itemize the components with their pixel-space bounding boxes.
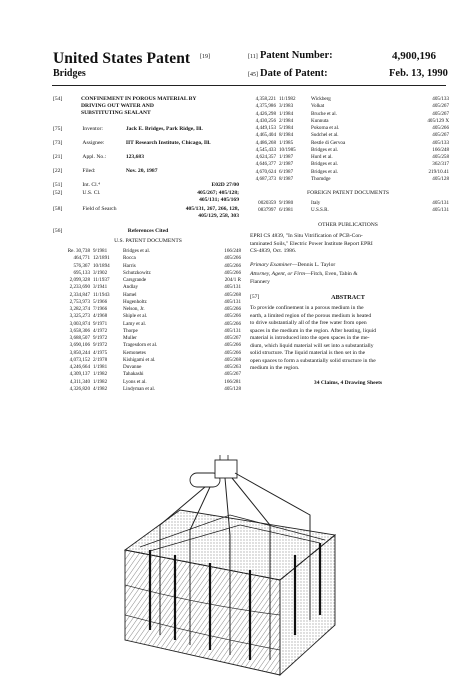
reference-row	[250, 147, 449, 154]
reference-name: Thorpe	[123, 327, 138, 334]
invention-title-line: SUBSTITUTING SEALANT	[81, 110, 151, 117]
reference-class: 405/266	[432, 125, 449, 131]
reference-name: Bridges et al.	[311, 168, 339, 175]
patent-drawing-figure	[120, 455, 340, 690]
filed-field-value: Nov. 20, 1987	[125, 168, 158, 174]
reference-number: 464,771	[73, 255, 90, 262]
reference-number: 4,545,433	[255, 146, 276, 153]
reference-date: 7/1966	[93, 306, 108, 312]
reference-class: 362/317	[432, 161, 449, 168]
reference-row	[60, 284, 241, 291]
uscl-field-label: U.S. Cl.	[82, 190, 101, 196]
reference-row	[60, 248, 241, 255]
abstract-text	[250, 305, 446, 373]
reference-row	[60, 299, 241, 306]
reference-name: Tahakashi	[123, 371, 144, 378]
reference-row	[60, 263, 241, 270]
reference-class: 166/248	[224, 248, 241, 254]
reference-row	[60, 350, 241, 357]
reference-row	[250, 132, 449, 139]
reference-name: Nelson, Jr.	[123, 306, 145, 312]
search-field-code: [58]	[53, 206, 63, 212]
reference-date: 9/1980	[279, 200, 294, 206]
reference-name: Wickberg	[311, 96, 331, 102]
reference-number: 695,133	[73, 269, 90, 276]
reference-class: 405/267	[432, 110, 449, 117]
reference-class: 405/268	[224, 356, 241, 363]
abstract-heading: ABSTRACT	[331, 294, 365, 301]
reference-name: Bridges et al.	[311, 146, 339, 153]
reference-row	[250, 154, 449, 161]
header-rule	[52, 85, 446, 86]
reference-name: Sudchel et al.	[311, 132, 339, 139]
reference-name: Restle di Gervoa	[311, 139, 346, 146]
reference-class: 405/266	[224, 255, 241, 262]
reference-class: 405/129 X	[427, 117, 449, 124]
reference-class: 405/266	[224, 306, 241, 312]
reference-number: 3,003,874	[69, 320, 90, 327]
reference-name: U.S.S.R.	[311, 207, 329, 214]
reference-class: 405/131	[432, 207, 449, 214]
reference-number: 2,334,847	[69, 291, 90, 298]
reference-date: 1/1982	[93, 371, 108, 378]
reference-name: Shiple et al.	[123, 313, 148, 320]
reference-class: 405/128	[224, 385, 241, 392]
reference-date: 5/1966	[93, 298, 108, 305]
attorney-line-continued: Flannery	[250, 279, 270, 285]
reference-date: 11/1943	[93, 291, 110, 298]
claims-count: 34 Claims, 4 Drawing Sheets	[313, 380, 383, 386]
reference-row	[250, 207, 449, 214]
invention-title-line: DRIVING OUT WATER AND	[81, 103, 154, 110]
reference-class: 405/131	[432, 200, 449, 206]
equipment-box	[215, 460, 237, 478]
reference-class: 405/266	[224, 320, 241, 327]
reference-row	[60, 335, 241, 342]
search-field-value: 405/131, 267, 266, 128,	[185, 206, 239, 212]
reference-class: 405/267	[432, 103, 449, 110]
abstract-line: dium, which liquid material will set into a substantially	[250, 342, 374, 349]
inventor-field	[53, 126, 203, 133]
reference-name: Rocca	[123, 255, 136, 262]
reference-class: 405/133	[432, 96, 449, 102]
reference-name: Hurd et al.	[311, 154, 333, 160]
primary-examiner-label: Primary Examiner	[250, 262, 292, 268]
assignee-field	[53, 140, 211, 147]
reference-date: 9/1981	[93, 248, 108, 254]
reference-date: 2/1984	[279, 117, 294, 124]
reference-number: 3,282,374	[69, 306, 90, 312]
reference-number: 4,246,664	[69, 364, 90, 370]
filed-field	[53, 168, 158, 175]
foreign-patent-documents-heading: FOREIGN PATENT DOCUMENTS	[306, 190, 390, 196]
attorney-value: —Fitch, Even, Tabin &	[305, 271, 358, 277]
reference-row	[250, 161, 449, 168]
reference-row	[60, 277, 241, 284]
reference-number: 4,311,340	[69, 378, 90, 385]
reference-name: Lyons et al.	[123, 378, 147, 385]
reference-class: 405/266	[224, 349, 241, 356]
reference-row	[250, 200, 449, 207]
reference-row	[60, 255, 241, 262]
reference-date: 4/1972	[93, 327, 108, 334]
reference-row	[250, 118, 449, 125]
search-field-label: Field of Search	[82, 206, 117, 212]
abstract-code: [57]	[250, 294, 260, 300]
other-publications-line: taminated Soils," Electric Power Institute Report EPRI	[250, 240, 373, 247]
reference-name: Lamy et al.	[123, 320, 147, 327]
reference-number: 4,326,820	[69, 385, 90, 392]
reference-number: 4,670,624	[255, 168, 276, 175]
reference-name: Kunnuta	[311, 117, 329, 124]
patent-date: Feb. 13, 1990	[389, 68, 448, 79]
reference-number: 4,465,404	[255, 132, 276, 139]
reference-row	[60, 321, 241, 328]
filed-field-code: [22]	[53, 168, 63, 174]
other-publications-line: CS-4839, Oct. 1986.	[250, 248, 297, 254]
reference-class: 405/266	[224, 269, 241, 276]
inventor-field-value: Jack E. Bridges, Park Ridge, Ill.	[125, 126, 203, 132]
reference-row	[60, 357, 241, 364]
title-code: [19]	[200, 54, 210, 60]
primary-examiner-line	[250, 262, 446, 269]
reference-class: 219/10.41	[428, 168, 449, 175]
abstract-line: medium in the region.	[250, 365, 300, 371]
us-patent-documents-heading: U.S. PATENT DOCUMENTS	[114, 238, 182, 244]
reference-row	[250, 125, 449, 132]
reference-row	[60, 364, 241, 371]
reference-name: Andlay	[123, 284, 138, 291]
appl-field-code: [21]	[53, 154, 63, 160]
title-field	[53, 96, 243, 118]
reference-date: 8/1987	[279, 175, 294, 182]
date-label: Date of Patent:	[260, 68, 328, 79]
uscl-field-code: [52]	[53, 190, 63, 196]
reference-row	[250, 96, 449, 103]
reference-date: 3/1983	[279, 103, 294, 110]
reference-name: Thomdge	[311, 175, 331, 182]
reference-row	[60, 292, 241, 299]
reference-number: 4,309,137	[69, 371, 90, 378]
reference-number: 3,690,106	[69, 342, 90, 349]
reference-name: Kemonetes	[123, 349, 146, 356]
reference-number: 3,850,244	[69, 349, 90, 356]
reference-date: 1/1982	[93, 378, 108, 385]
reference-date: 4/1982	[93, 385, 108, 392]
reference-name: Bridges et al.	[311, 161, 339, 168]
reference-number: 4,375,986	[255, 103, 276, 110]
intcl-field-code: [51]	[53, 182, 63, 188]
reference-date: 1/1981	[93, 364, 108, 370]
reference-number: 3,688,507	[69, 335, 90, 341]
inventor-field-label: Inventor:	[82, 126, 103, 132]
reference-class: 405/128	[432, 175, 449, 182]
reference-row	[60, 371, 241, 378]
reference-row	[250, 176, 449, 183]
invention-title-line: CONFINEMENT IN POROUS MATERIAL BY	[81, 96, 197, 102]
reference-number: 4,687,373	[255, 175, 276, 182]
patent-number-label: Patent Number:	[260, 50, 333, 61]
reference-name: Harris	[123, 262, 136, 269]
reference-number: 4,624,357	[255, 154, 276, 160]
reference-date: 3/1902	[93, 269, 108, 276]
reference-row	[60, 328, 241, 335]
reference-row	[60, 306, 241, 313]
reference-class: 405/268	[224, 291, 241, 298]
reference-name: Kishigami et al.	[123, 356, 156, 363]
reference-date: 4/1968	[93, 313, 108, 320]
reference-class: 405/131	[224, 298, 241, 305]
reference-date: 12/1891	[93, 255, 110, 262]
appl-field-label: Appl. No.:	[82, 154, 107, 160]
reference-date: 1/1985	[279, 139, 294, 146]
appl-field	[53, 154, 144, 161]
filed-field-label: Filed:	[82, 168, 96, 174]
abstract-line: open spaces to form a substantially solid structure in the	[250, 357, 376, 364]
reference-date: 1/1984	[279, 110, 294, 117]
reference-name: Italy	[311, 200, 321, 206]
abstract-line: material is introduced into the open spaces in the me-	[250, 335, 370, 341]
reference-date: 3/1941	[93, 284, 108, 291]
reference-name: Volkat	[311, 103, 325, 110]
reference-number: 0837997	[258, 207, 276, 214]
reference-number: 0020359	[258, 200, 276, 206]
other-publications-line: EPRI CS 4839, "In Situ Vitrification of PCB-Con-	[250, 233, 363, 239]
date-code: [45]	[248, 72, 258, 78]
refs-code: [56]	[53, 228, 63, 234]
inventor-field-code: [75]	[53, 126, 63, 132]
uscl-field-value: 405/267; 405/128;	[197, 190, 239, 196]
reference-class: 405/267	[224, 371, 241, 378]
reference-name: Pokorna et al.	[311, 125, 340, 131]
references-cited-heading: References Cited	[127, 228, 169, 234]
reference-date: 11/1937	[93, 277, 110, 283]
reference-row	[250, 111, 449, 118]
reference-date: 1/1987	[279, 154, 294, 160]
foreign-patent-references-table	[250, 200, 449, 215]
reference-row	[250, 103, 449, 110]
reference-class: 405/258	[432, 154, 449, 160]
reference-class: 405/131	[224, 284, 241, 291]
more-patent-references-table	[250, 96, 449, 183]
reference-name: Schutzkowitz	[123, 269, 151, 276]
reference-number: 4,358,221	[255, 96, 276, 102]
reference-name: Carsgrande	[123, 277, 147, 283]
reference-number: 2,099,328	[69, 277, 90, 283]
reference-number: 576,367	[73, 262, 90, 269]
assignee-field-value: IIT Research Institute, Chicago, Ill.	[125, 140, 211, 146]
reference-name: Duvanne	[123, 364, 142, 370]
assignee-field-code: [73]	[53, 140, 63, 146]
abstract-line: spaces in the medium in the region. After heating, liquid	[250, 327, 376, 334]
reference-row	[60, 342, 241, 349]
reference-row	[60, 379, 241, 386]
reference-row	[60, 270, 241, 277]
reference-date: 10/1985	[279, 146, 296, 153]
reference-number: 4,426,298	[255, 110, 276, 117]
reference-class: 405/131	[224, 327, 241, 334]
reference-date: 5/1984	[279, 125, 294, 131]
reference-date: 9/1971	[93, 320, 108, 327]
reference-class: 166/248	[432, 146, 449, 153]
appl-field-value: 123,683	[125, 154, 144, 160]
reference-row	[250, 169, 449, 176]
patent-number: 4,900,196	[392, 50, 436, 62]
reference-date: 4/1975	[93, 349, 108, 356]
other-publications-heading: OTHER PUBLICATIONS	[318, 222, 378, 228]
reference-number: 4,430,256	[255, 117, 276, 124]
reference-row	[250, 140, 449, 147]
intcl-field-label: Int. Cl.⁴	[82, 182, 101, 188]
invention-title	[69, 96, 196, 118]
reference-name: Tragesdorn et al.	[123, 342, 158, 349]
patent-office-title: United States Patent	[53, 50, 191, 67]
reference-name: Hugenholtz	[123, 298, 147, 305]
reference-row	[60, 386, 241, 393]
reference-date: 9/1972	[93, 335, 108, 341]
reference-class: 204/1 R	[224, 277, 241, 283]
reference-number: 4,486,268	[255, 139, 276, 146]
reference-class: 166/281	[224, 378, 241, 385]
reference-name: Bruche et al.	[311, 110, 337, 117]
intcl-field-value: E02D 27/00	[211, 182, 239, 188]
reference-number: 2,753,973	[69, 298, 90, 305]
reference-date: 2/1978	[93, 356, 108, 363]
reference-class: 405/266	[224, 342, 241, 349]
uscl-field-value-continued: 405/131; 405/169	[199, 197, 239, 203]
primary-examiner-value: —Dennis L. Taylor	[291, 262, 336, 268]
reference-number: 3,325,273	[69, 313, 90, 320]
header-inventor: Bridges	[53, 68, 86, 79]
search-field-value-continued: 405/129, 258, 303	[198, 213, 239, 219]
reference-number: Re. 30,738	[67, 248, 90, 254]
title-field-code: [54]	[53, 96, 63, 102]
reference-date: 11/1982	[279, 96, 296, 102]
reference-number: 4,646,377	[255, 161, 276, 168]
reference-name: Muller	[123, 335, 137, 341]
reference-row	[60, 313, 241, 320]
abstract-line: earth, a limited region of the porous medium is heated	[250, 312, 372, 319]
reference-date: 6/1987	[279, 168, 294, 175]
patent-number-code: [11]	[248, 54, 258, 60]
reference-name: Lindyman et al.	[123, 385, 156, 392]
abstract-line: to drive substantially all of the free water from open	[250, 320, 367, 326]
other-publications-text	[250, 233, 446, 256]
reference-number: 2,233,690	[69, 284, 90, 291]
reference-class: 405/266	[224, 313, 241, 320]
reference-number: 4,449,153	[255, 125, 276, 131]
reference-date: 9/1972	[93, 342, 108, 349]
attorney-line	[250, 271, 446, 278]
intcl-field	[53, 182, 239, 189]
reference-date: 2/1987	[279, 161, 294, 168]
abstract-line: To provide confinement in a porous medium in the	[250, 305, 364, 311]
reference-date: 10/1894	[93, 262, 110, 269]
reference-name: Bridges et al.	[123, 248, 151, 254]
reference-class: 405/267	[432, 132, 449, 139]
us-patent-references-table	[60, 248, 241, 393]
reference-date: 6/1981	[279, 207, 294, 214]
reference-class: 405/267	[224, 335, 241, 341]
bibliographic-block	[53, 96, 243, 118]
reference-number: 4,073,152	[69, 356, 90, 363]
reference-date: 8/1984	[279, 132, 294, 139]
reference-class: 405/263	[224, 364, 241, 370]
reference-name: Hamel	[123, 291, 137, 298]
attorney-label: Attorney, Agent, or Firm	[250, 271, 306, 277]
reference-number: 3,658,306	[69, 327, 90, 334]
abstract-line: solid structure. The liquid material is then set in the	[250, 350, 366, 356]
reference-class: 405/266	[224, 262, 241, 269]
assignee-field-label: Assignee:	[82, 140, 105, 146]
reference-class: 405/133	[432, 139, 449, 146]
